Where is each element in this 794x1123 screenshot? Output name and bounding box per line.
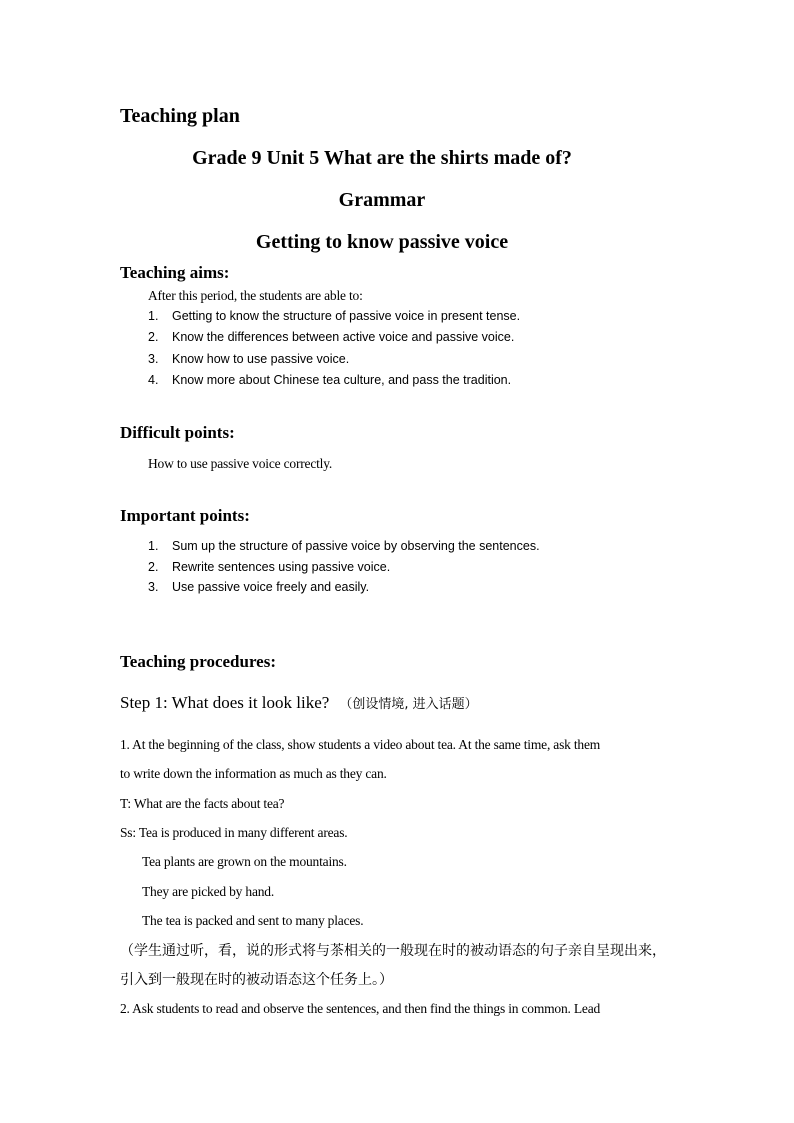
students-line: Tea plants are grown on the mountains. bbox=[142, 854, 347, 869]
doc-topic: Getting to know passive voice bbox=[255, 231, 509, 253]
students-line: They are picked by hand. bbox=[142, 884, 275, 899]
doc-subtitle: Grammar bbox=[338, 189, 426, 211]
aims-heading: Teaching aims: bbox=[120, 263, 230, 282]
important-item bbox=[148, 560, 390, 574]
aims-item-number: 1. bbox=[148, 309, 159, 323]
students-line: The tea is packed and sent to many places. bbox=[142, 913, 364, 928]
aims-item-number: 3. bbox=[148, 352, 159, 366]
students-line: Ss: Tea is produced in many different areas. bbox=[120, 825, 348, 840]
paragraph-line: 2. Ask students to read and observe the sentences, and then find the things in common. Lead bbox=[120, 1001, 601, 1016]
important-item bbox=[148, 580, 369, 594]
important-item-text: Sum up the structure of passive voice by observing the sentences. bbox=[172, 539, 540, 553]
chinese-note-line: （学生通过听，看，说的形式将与茶相关的一般现在时的被动语态的句子亲自呈现出来， bbox=[120, 943, 666, 959]
aims-item-text: Know the differences between active voice and passive voice. bbox=[172, 330, 515, 344]
important-heading: Important points: bbox=[120, 506, 250, 525]
doc-title: Grade 9 Unit 5 What are the shirts made of? bbox=[192, 147, 572, 169]
step1-heading bbox=[120, 693, 478, 713]
difficult-heading: Difficult points: bbox=[120, 423, 235, 442]
aims-item bbox=[148, 352, 349, 366]
aims-item bbox=[148, 309, 520, 323]
important-item-text: Use passive voice freely and easily. bbox=[172, 580, 370, 594]
paragraph-line: 1. At the beginning of the class, show students a video about tea. At the same time, ask them bbox=[120, 737, 601, 752]
important-item-text: Rewrite sentences using passive voice. bbox=[172, 560, 391, 574]
aims-item-text: Know more about Chinese tea culture, and pass the tradition. bbox=[172, 373, 512, 387]
important-item bbox=[148, 539, 540, 553]
doc-label: Teaching plan bbox=[120, 105, 240, 127]
paragraph-line: to write down the information as much as they can. bbox=[120, 766, 387, 781]
aims-intro: After this period, the students are able to: bbox=[148, 288, 363, 303]
aims-item-text: Know how to use passive voice. bbox=[172, 352, 350, 366]
procedures-heading: Teaching procedures: bbox=[120, 652, 277, 671]
important-item-number: 1. bbox=[148, 539, 159, 553]
aims-item-number: 2. bbox=[148, 330, 159, 344]
aims-item bbox=[148, 330, 514, 344]
step1-title: Step 1: What does it look like? bbox=[120, 693, 330, 712]
aims-item bbox=[148, 373, 511, 387]
important-item-number: 3. bbox=[148, 580, 159, 594]
difficult-text: How to use passive voice correctly. bbox=[148, 456, 333, 471]
teacher-line: T: What are the facts about tea? bbox=[120, 796, 285, 811]
important-item-number: 2. bbox=[148, 560, 159, 574]
step1-note: （创设情境, 进入话题） bbox=[339, 697, 478, 712]
chinese-note-line: 引入到一般现在时的被动语态这个任务上。） bbox=[120, 972, 393, 988]
aims-item-number: 4. bbox=[148, 373, 159, 387]
aims-item-text: Getting to know the structure of passive voice in present tense. bbox=[172, 309, 521, 323]
